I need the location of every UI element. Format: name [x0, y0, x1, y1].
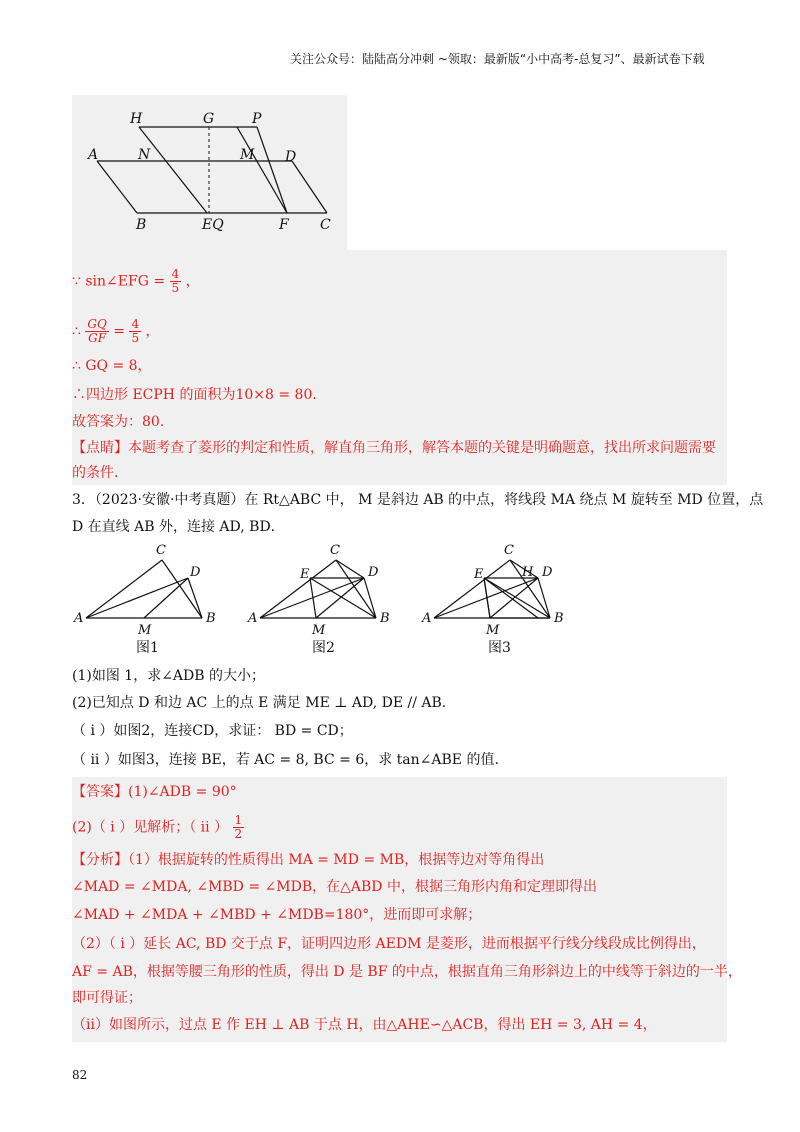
label-D: D: [285, 149, 297, 165]
fig3-H: H: [522, 565, 534, 580]
question-line-4: （ ii ）如图3，连接 BE，若 AC = 8, BC = 6，求 tan∠ABE 的值.: [72, 752, 499, 768]
solution-line-1: ∵ sin∠EFG = $\frac{4}{5}$ ，: [72, 267, 200, 295]
fig2-A: A: [248, 611, 258, 626]
analysis-line-4: （2）（ i ）延长 AC, BD 交于点 F，证明四边形 AEDM 是菱形，进而根据平行线分线段成比例得出，: [72, 936, 706, 952]
page-number: 82: [72, 1068, 88, 1082]
analysis-line-7: （ii）如图所示，过点 E 作 EH ⊥ AB 于点 H，由△AHE∽△ACB，得出 EH = 3, AH = 4，: [72, 1017, 657, 1033]
solution-line-6: 【点睛】本题考查了菱形的判定和性质，解直角三角形，解答本题的关键是明确题意，找出所求问题需要: [72, 440, 716, 456]
geometry-figure-top: [72, 95, 347, 250]
fig2-caption: 图2: [312, 640, 335, 656]
fig3-caption: 图3: [488, 640, 511, 656]
label-B: B: [136, 217, 147, 233]
analysis-line-1: 【分析】（1）根据旋转的性质得出 MA = MD = MB，根据等边对等角得出: [72, 852, 545, 868]
fig3-B: B: [554, 611, 564, 626]
analysis-line-5: AF = AB，根据等腰三角形的性质，得出 D 是 BF 的中点，根据直角三角形斜边上的中线等于斜边的一半，: [72, 964, 742, 980]
label-EQ: EQ: [202, 217, 224, 233]
problem-figures: [72, 540, 592, 660]
solution-line-2: ∴ $\frac{GQ}{GF}$ = $\frac{4}{5}$ ，: [72, 317, 160, 345]
fig2-M: M: [312, 623, 326, 638]
label-C: C: [320, 217, 331, 233]
label-A: A: [88, 147, 99, 163]
label-M: M: [240, 147, 255, 163]
fig2-D: D: [368, 565, 379, 580]
analysis-line-2: ∠MAD = ∠MDA, ∠MBD = ∠MDB，在△ABD 中，根据三角形内角和定理即得出: [72, 879, 597, 895]
fig1-B: B: [206, 611, 216, 626]
solution-line-4: ∴四边形 ECPH 的面积为10×8 = 80．: [72, 387, 327, 403]
label-F: F: [279, 217, 289, 233]
question-line-3: （ i ）如图2，连接CD，求证： BD = CD；: [72, 723, 353, 739]
label-G: G: [203, 111, 215, 127]
fig3-C: C: [504, 543, 514, 558]
answer-line-1: 【答案】(1)∠ADB = 90°: [72, 784, 237, 800]
question-line-1: (1)如图 1，求∠ADB 的大小；: [72, 668, 265, 684]
analysis-line-3: ∠MAD + ∠MDA + ∠MBD + ∠MDB=180°，进而即可求解；: [72, 907, 482, 923]
fig3-A: A: [422, 611, 432, 626]
label-H: H: [130, 111, 143, 127]
fig1-D: D: [190, 565, 201, 580]
fig1-C: C: [156, 543, 166, 558]
fig2-E: E: [300, 567, 310, 582]
parallelogram-diagram: [72, 95, 347, 250]
page-header: 关注公众号：陆陆高分冲刺 ~领取：最新版“小中高考-总复习”、最新试卷下载: [290, 52, 705, 66]
fig1-caption: 图1: [136, 640, 159, 656]
problem-line-1: 3．（2023·安徽·中考真题）在 Rt△ABC 中， M 是斜边 AB 的中点，将线段 MA 绕点 M 旋转至 MD 位置，点: [72, 492, 764, 508]
fig1-A: A: [74, 611, 84, 626]
problem-line-2: D 在直线 AB 外，连接 AD, BD．: [72, 519, 285, 535]
fig3-M: M: [486, 623, 500, 638]
fig1-M: M: [138, 623, 152, 638]
answer-line-2: (2)（ i ）见解析；（ ii ） $\frac{1}{2}$: [72, 813, 243, 841]
label-P: P: [252, 111, 262, 127]
analysis-line-6: 即可得证；: [72, 990, 142, 1006]
fig3-E: E: [474, 567, 484, 582]
solution-line-5: 故答案为：80．: [72, 414, 174, 430]
fig2-B: B: [380, 611, 390, 626]
label-N: N: [138, 147, 151, 163]
solution-line-3: ∴ GQ = 8，: [72, 358, 152, 374]
solution-line-7: 的条件．: [72, 465, 128, 481]
fig3-D: D: [542, 565, 553, 580]
fig2-C: C: [330, 543, 340, 558]
question-line-2: (2)已知点 D 和边 AC 上的点 E 满足 ME ⊥ AD, DE // AB．: [72, 695, 456, 711]
